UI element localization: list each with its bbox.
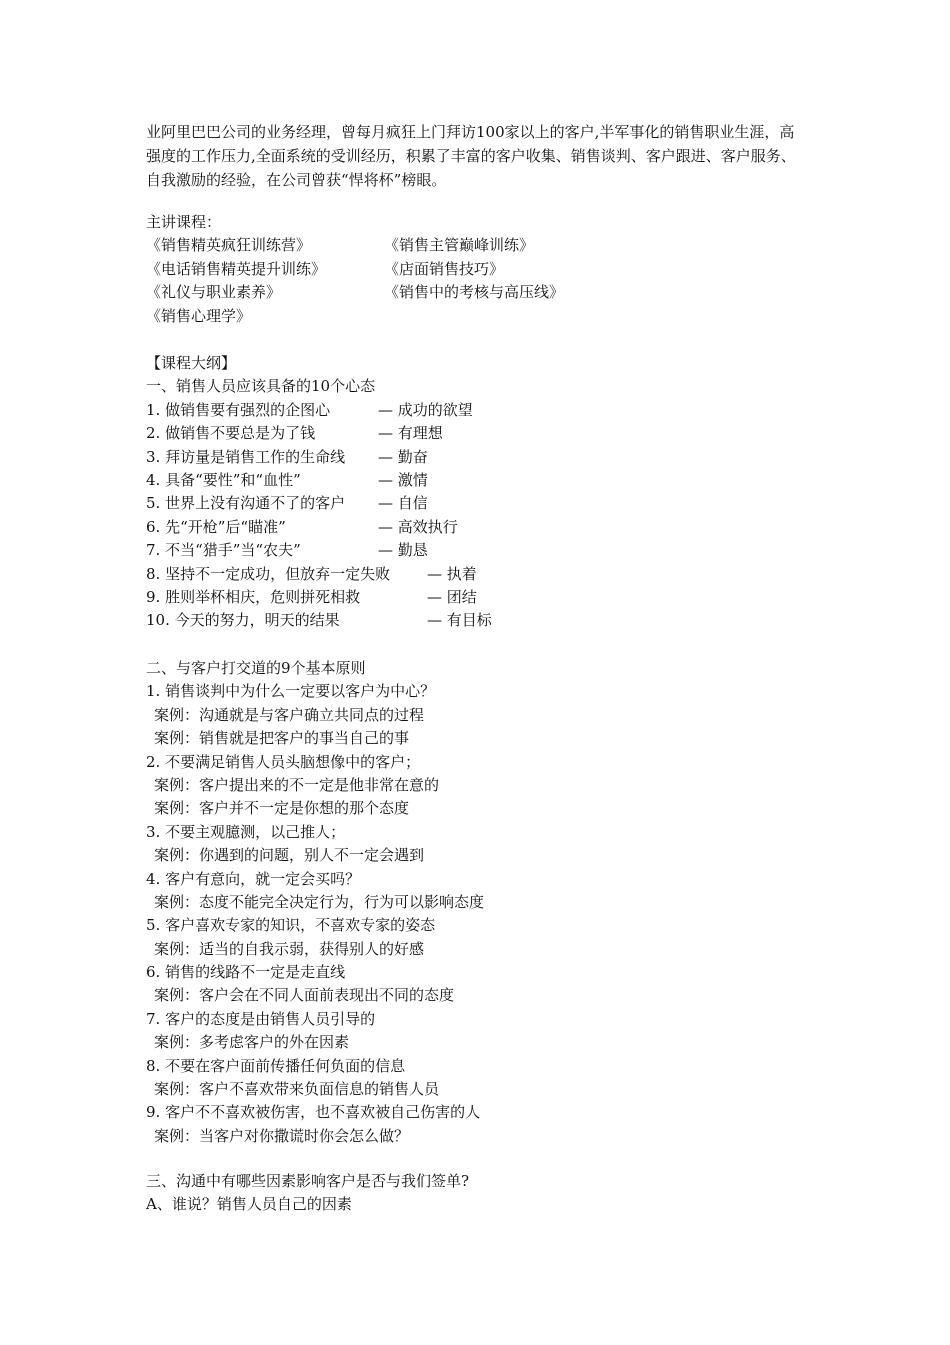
mindset-row: 2. 做销售不要总是为了钱 — 有理想 xyxy=(146,424,443,443)
case-line: 案例：客户并不一定是你想的那个态度 xyxy=(154,799,410,818)
course-item: 《礼仪与职业素养》 xyxy=(146,283,282,302)
mindset-row: 10. 今天的努力，明天的结果 — 有目标 xyxy=(146,611,492,630)
principle-item: 4. 客户有意向，就一定会买吗？ xyxy=(146,869,361,888)
outline-section-2 xyxy=(146,657,866,1148)
course-item: 《销售精英疯狂训练营》 xyxy=(146,236,312,255)
mindset-row: 5. 世界上没有沟通不了的客户 — 自信 xyxy=(146,494,428,513)
course-item: 《电话销售精英提升训练》 xyxy=(146,259,327,278)
principle-item: 2. 不要满足销售人员头脑想像中的客户； xyxy=(146,752,421,771)
principle-item: 3. 不要主观臆测，以己推人； xyxy=(146,822,346,841)
principle-item: 9. 客户不不喜欢被伤害，也不喜欢被自己伤害的人 xyxy=(146,1103,481,1122)
mindset-row: 3. 拜访量是销售工作的生命线 — 勤奋 xyxy=(146,447,428,466)
principle-item: 8. 不要在客户面前传播任何负面的信息 xyxy=(146,1056,406,1075)
case-line: 案例：沟通就是与客户确立共同点的过程 xyxy=(154,705,425,724)
principle-item: 6. 销售的线路不一定是走直线 xyxy=(146,963,346,982)
case-line: 案例：客户会在不同人面前表现出不同的态度 xyxy=(154,986,455,1005)
case-line: 案例：销售就是把客户的事当自己的事 xyxy=(154,729,410,748)
intro-line: 业阿里巴巴公司的业务经理，曾每月疯狂上门拜访100家以上的客户,半军事化的销售职业生涯，高 xyxy=(146,123,795,141)
mindset-row: 4. 具备“要性”和“血性” — 激情 xyxy=(146,470,428,489)
intro-line: 自我激励的经验，在公司曾获“悍将杯”榜眼。 xyxy=(146,171,447,189)
outline-section-3 xyxy=(146,1170,866,1217)
mindset-row: 6. 先“开枪”后“瞄准” — 高效执行 xyxy=(146,517,458,536)
case-line: 案例：你遇到的问题，别人不一定会遇到 xyxy=(154,846,425,865)
section-title: 一、销售人员应该具备的10个心态 xyxy=(146,377,376,396)
outline-heading: 【课程大纲】 xyxy=(146,354,237,372)
factor-item: A、谁说？销售人员自己的因素 xyxy=(146,1195,352,1214)
course-row xyxy=(146,258,866,281)
mindset-row: 9. 胜则举杯相庆，危则拼死相救 — 团结 xyxy=(146,587,477,606)
course-row xyxy=(146,234,866,257)
outline-section-1 xyxy=(146,352,866,633)
section-title: 二、与客户打交道的9个基本原则 xyxy=(146,659,366,677)
case-line: 案例：客户提出来的不一定是他非常在意的 xyxy=(154,775,440,794)
course-row xyxy=(146,281,866,304)
mindset-row: 7. 不当“猎手”当“农夫” — 勤恳 xyxy=(146,541,428,560)
mindset-row: 8. 坚持不一定成功，但放弃一定失败 — 执着 xyxy=(146,564,477,583)
course-row xyxy=(146,305,866,328)
courses-heading: 主讲课程： xyxy=(146,213,222,231)
case-line: 案例：态度不能完全决定行为，行为可以影响态度 xyxy=(154,892,485,911)
course-item: 《销售心理学》 xyxy=(146,306,252,325)
case-line: 案例：多考虑客户的外在因素 xyxy=(154,1033,350,1052)
course-item: 《销售主管巅峰训练》 xyxy=(384,236,535,255)
intro-paragraph xyxy=(146,120,846,192)
principle-item: 1. 销售谈判中为什么一定要以客户为中心？ xyxy=(146,682,436,701)
principle-item: 7. 客户的态度是由销售人员引导的 xyxy=(146,1009,376,1028)
course-item: 《店面销售技巧》 xyxy=(384,259,505,278)
case-line: 案例：适当的自我示弱，获得别人的好感 xyxy=(154,939,425,958)
section-title: 三、沟通中有哪些因素影响客户是否与我们签单? xyxy=(146,1172,470,1190)
mindset-row: 1. 做销售要有强烈的企图心 — 成功的欲望 xyxy=(146,400,473,419)
course-item: 《销售中的考核与高压线》 xyxy=(384,283,565,302)
principle-item: 5. 客户喜欢专家的知识，不喜欢专家的姿态 xyxy=(146,916,436,935)
case-line: 案例：客户不喜欢带来负面信息的销售人员 xyxy=(154,1080,440,1099)
case-line: 案例：当客户对你撒谎时你会怎么做？ xyxy=(154,1126,410,1145)
courses-section xyxy=(146,211,866,328)
intro-line: 强度的工作压力,全面系统的受训经历，积累了丰富的客户收集、销售谈判、客户跟进、客户服务、 xyxy=(146,147,796,165)
